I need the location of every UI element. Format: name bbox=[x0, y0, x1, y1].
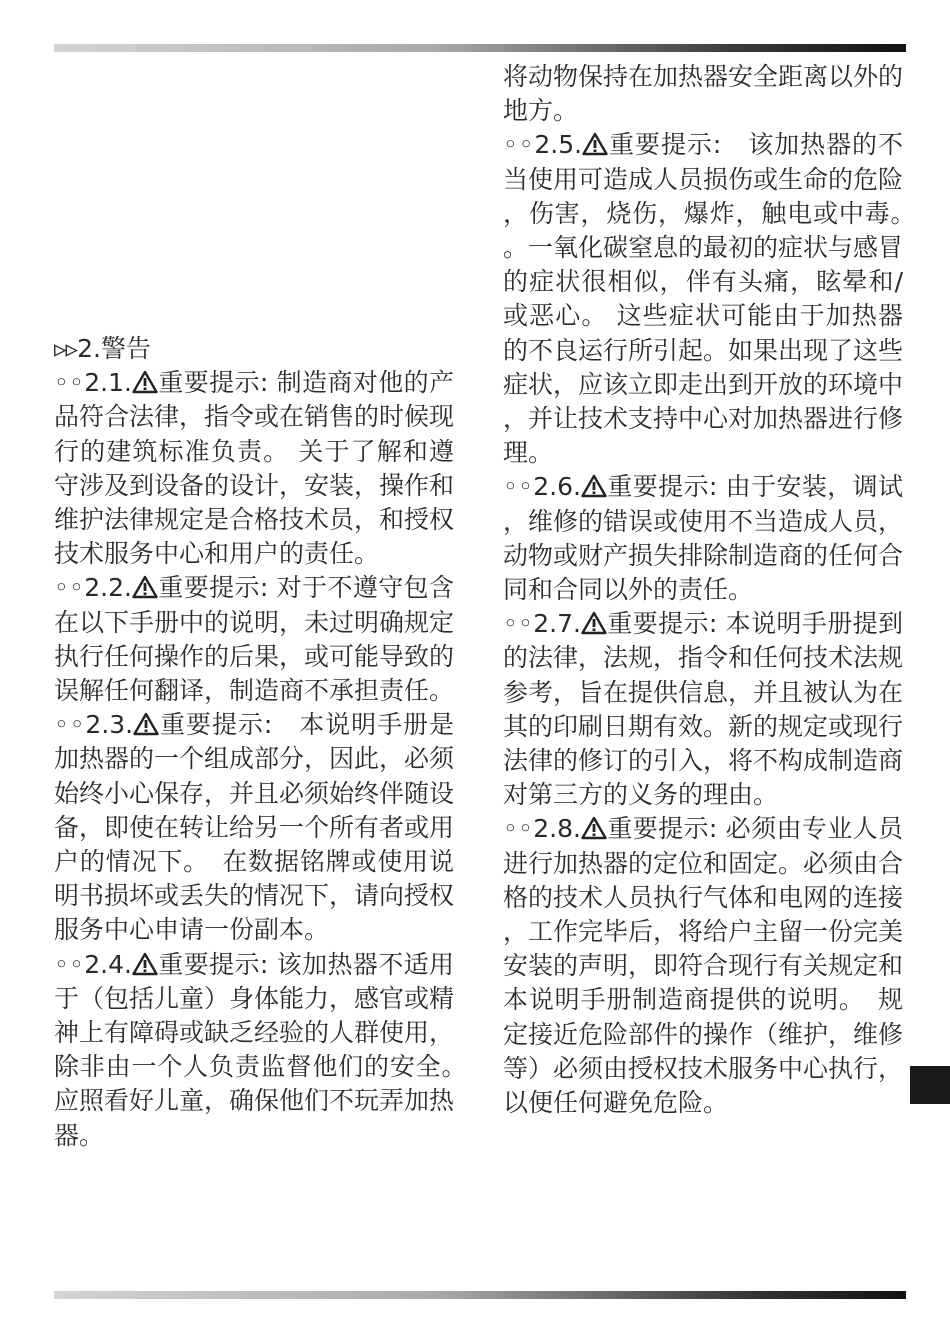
warning-item bbox=[54, 708, 454, 947]
right-items bbox=[503, 128, 903, 1120]
item-text: 该加热器的不当使用可造成人员损伤或生命的危险，伤害，烧伤，爆炸，触电或中毒。。一氧化碳窒息的最初的症状与感冒的症状很相似，伴有头痛，眩晕和/或恶心。 这些症状可能由于加热器的不良运行所引起。如果出现了这些症状，应该立即走出到开放的环境中，并让技术支持中心对加热器进行修理。 bbox=[503, 130, 904, 468]
right-column bbox=[503, 60, 903, 1120]
warning-item bbox=[503, 812, 903, 1120]
important-note-label: 重要提示: bbox=[157, 573, 269, 603]
item-text: 本说明手册是加热器的一个组成部分，因此，必须始终小心保存，并且必须始终伴随设备，即使在转让给另一个所有者或用户的情况下。 在数据铭牌或使用说明书损坏或丢失的情况下，请向授权服务中心申请一份副本。 bbox=[54, 710, 455, 945]
section-title: 2.警告 bbox=[77, 334, 151, 363]
item-text: 对于不遵守包含在以下手册中的说明，未过明确规定执行任何操作的后果，或可能导致的误解任何翻译，制造商不承担责任。 bbox=[54, 573, 455, 706]
warning-triangle-icon bbox=[581, 816, 607, 840]
warning-triangle-icon bbox=[581, 611, 607, 635]
item-number: ◦◦2.3. bbox=[54, 710, 134, 740]
item-number: ◦◦2.5. bbox=[503, 130, 583, 160]
item-text: 由于安装，调试，维修的错误或使用不当造成人员，动物或财产损失排除制造商的任何合同和合同以外的责任。 bbox=[503, 472, 904, 605]
continuation-paragraph: 将动物保持在加热器安全距离以外的地方。 bbox=[503, 62, 904, 126]
warning-triangle-icon bbox=[582, 132, 608, 156]
warning-triangle-icon bbox=[132, 952, 158, 976]
warning-item bbox=[503, 607, 903, 812]
item-text: 本说明手册提到的法律，法规，指令和任何技术法规参考，旨在提供信息，并且被认为在其的印刷日期有效。新的规定或现行法律的修订的引入，将不构成制造商对第三方的义务的理由。 bbox=[503, 609, 904, 810]
double-arrow-icon: ▹▹ bbox=[54, 334, 78, 363]
warning-item bbox=[54, 948, 480, 1153]
important-note-label: 重要提示: bbox=[606, 814, 718, 844]
chapter-tab-marker bbox=[910, 1066, 950, 1104]
important-note-label: 重要提示: bbox=[606, 472, 718, 502]
item-number: ◦◦2.4. bbox=[54, 949, 132, 979]
warning-triangle-icon bbox=[581, 474, 607, 498]
item-number: ◦◦2.1. bbox=[54, 368, 132, 398]
important-note-label: 重要提示: bbox=[159, 710, 273, 740]
item-number: ◦◦2.2. bbox=[54, 573, 132, 603]
important-note-label: 重要提示: bbox=[606, 609, 718, 639]
item-number: ◦◦2.8. bbox=[503, 814, 581, 844]
item-text: 制造商对他的产品符合法律，指令或在销售的时候现行的建筑标准负责。 关于了解和遵守涉及到设备的设计，安装，操作和维护法律规定是合格技术员，和授权技术服务中心和用户的责任。 bbox=[54, 368, 455, 569]
warning-triangle-icon bbox=[132, 370, 158, 394]
left-column bbox=[54, 332, 480, 1153]
warning-item bbox=[503, 128, 903, 470]
bottom-rule bbox=[54, 1291, 906, 1299]
item-text: 必须由专业人员进行加热器的定位和固定。必须由合格的技术人员执行气体和电网的连接，工作完毕后，将给户主留一份完美安装的声明，即符合现行有关规定和本说明手册制造商提供的说明。 规定接近危险部件的操作（维护，维修等）必须由授权技术服务中心执行，以便任何避免危险。 bbox=[503, 814, 904, 1118]
warning-triangle-icon bbox=[132, 575, 158, 599]
top-rule bbox=[54, 44, 906, 52]
important-note-label: 重要提示: bbox=[157, 368, 269, 398]
item-number: ◦◦2.7. bbox=[503, 609, 581, 639]
item-text: 该加热器不适用于（包括儿童）身体能力，感官或精神上有障碍或缺乏经验的人群使用，除非由一个人负责监督他们的安全。 应照看好儿童，确保他们不玩弄加热器。 bbox=[54, 949, 480, 1150]
warning-item bbox=[503, 470, 903, 607]
warning-item bbox=[54, 571, 454, 708]
important-note-label: 重要提示: bbox=[608, 130, 722, 160]
section-heading bbox=[54, 332, 454, 366]
warning-item bbox=[54, 366, 454, 571]
left-items bbox=[54, 366, 480, 1153]
important-note-label: 重要提示: bbox=[157, 949, 269, 979]
item-number: ◦◦2.6. bbox=[503, 472, 581, 502]
warning-triangle-icon bbox=[133, 712, 159, 736]
